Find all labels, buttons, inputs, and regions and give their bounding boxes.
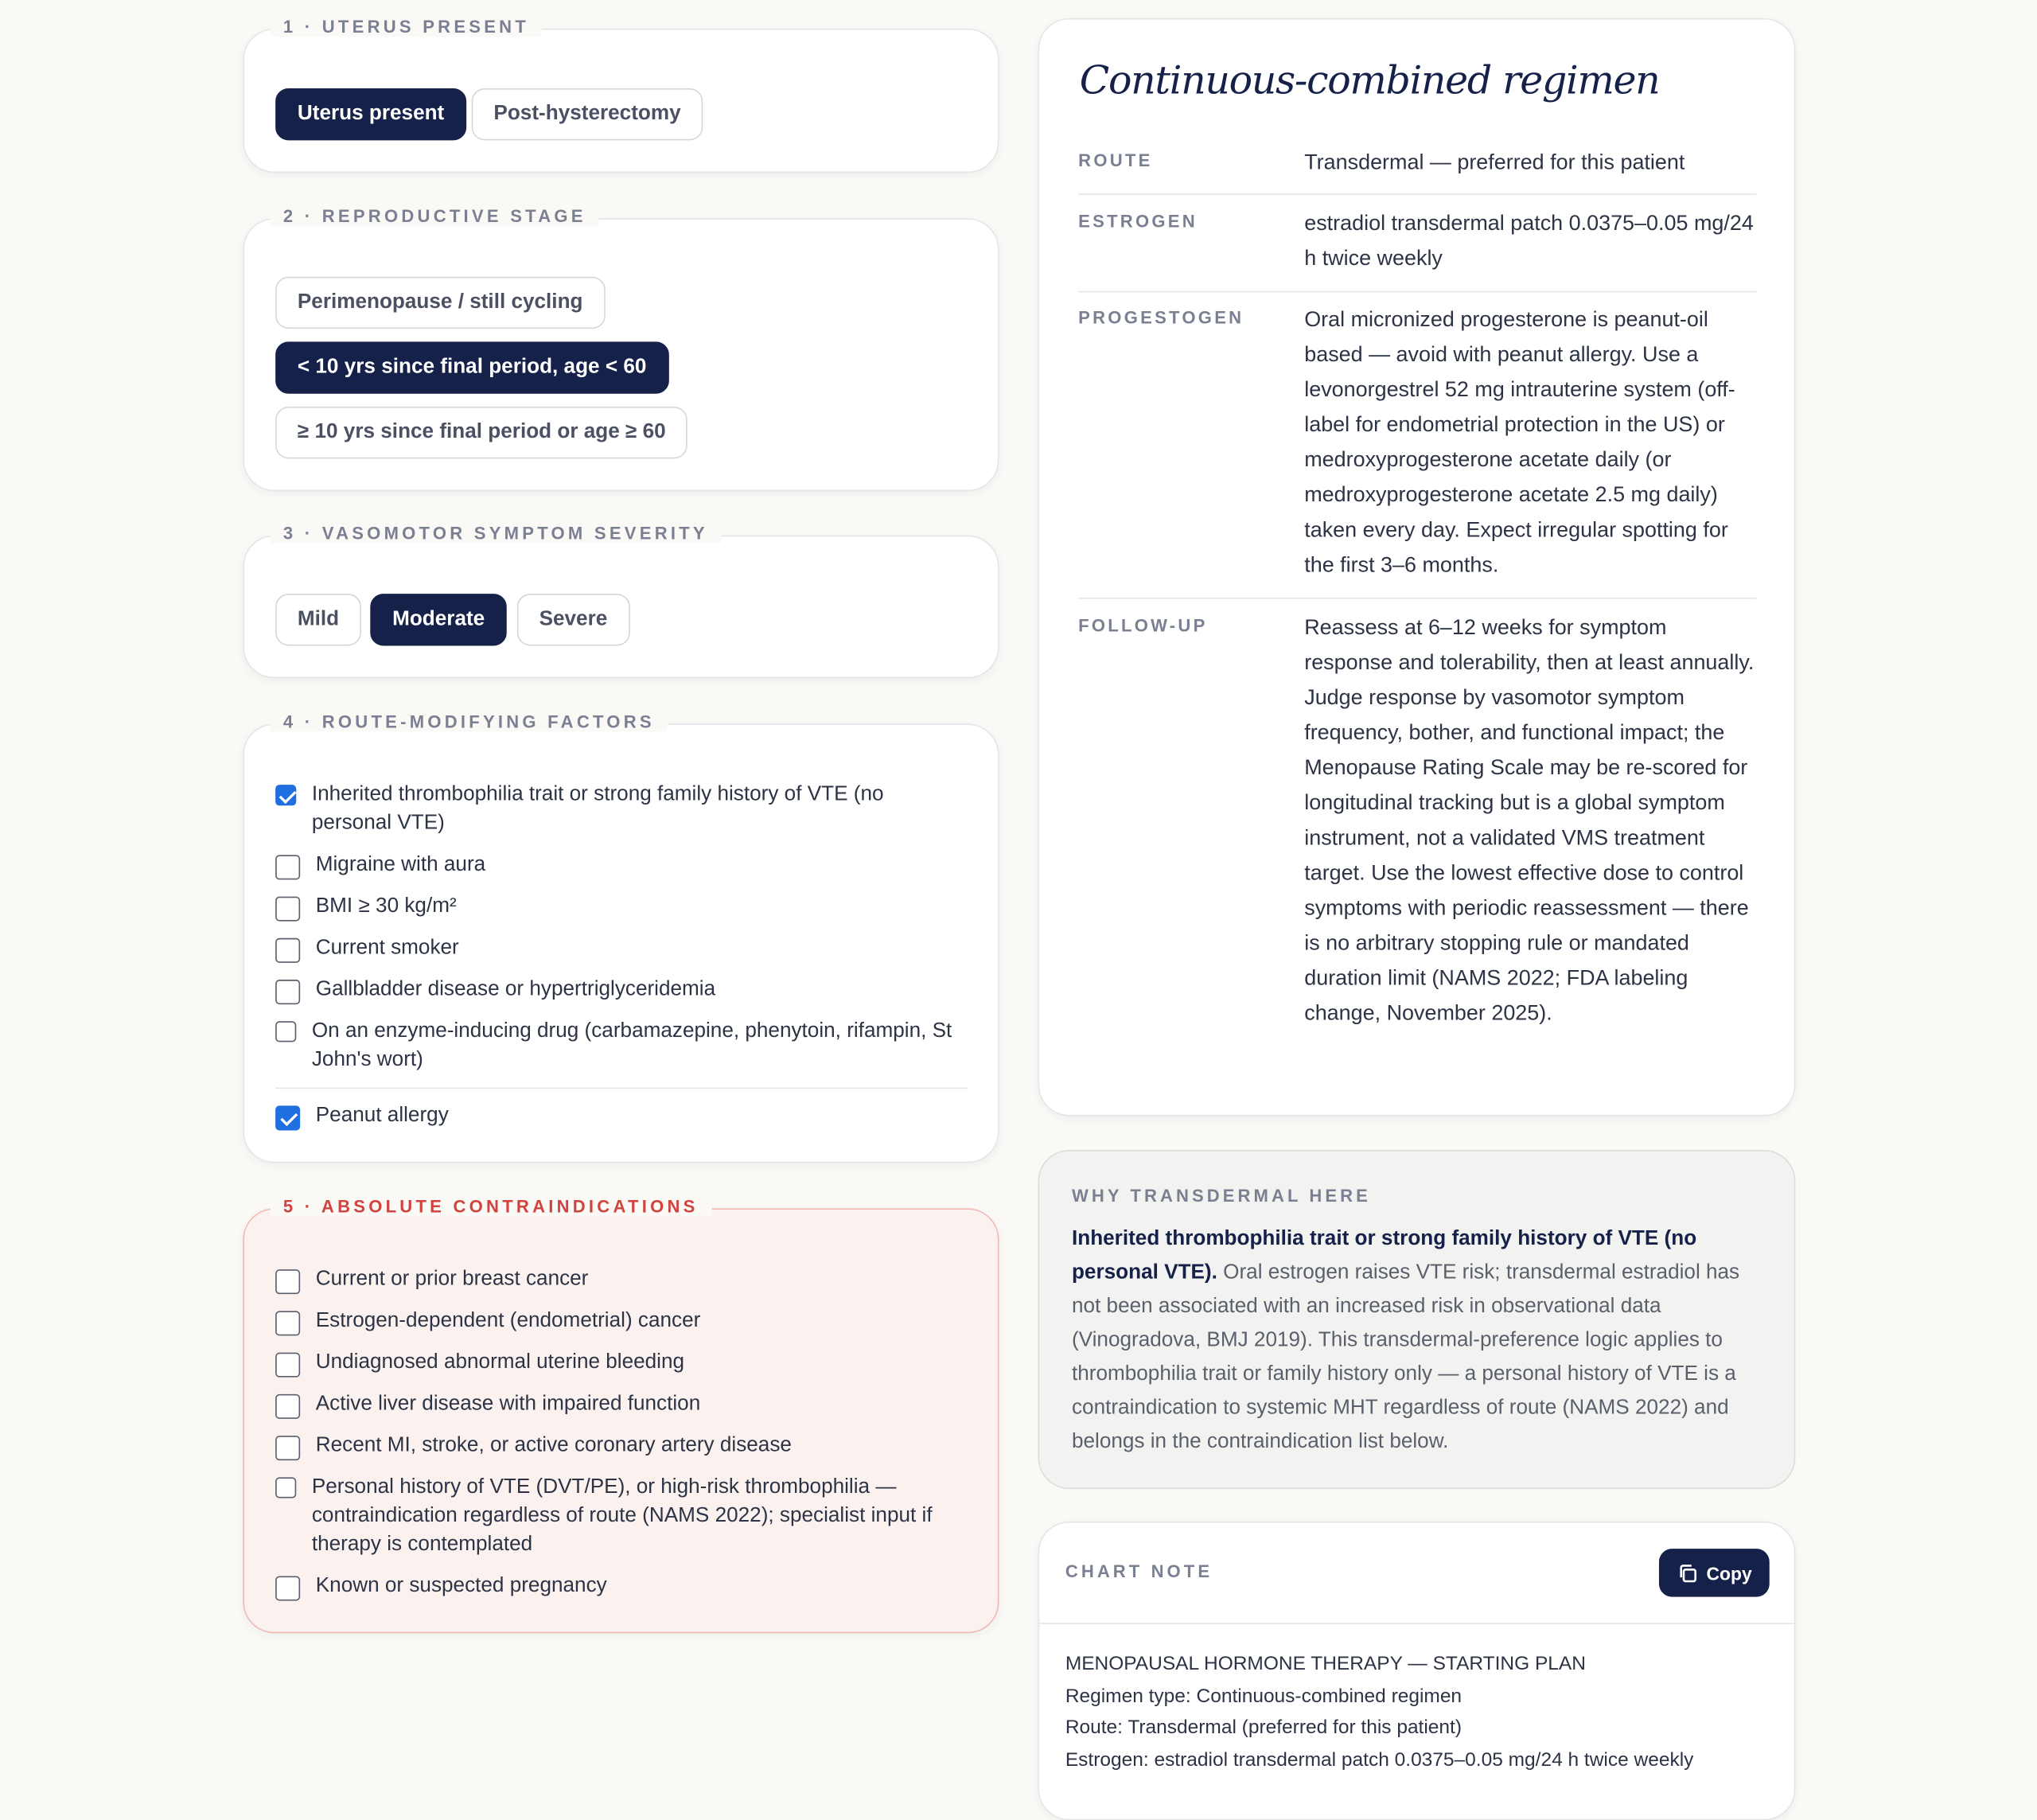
divider: [275, 1088, 968, 1089]
checkbox[interactable]: [275, 1105, 300, 1130]
factor-label: On an enzyme-inducing drug (carbamazepine, phenytoin, rifampin, St John's wort): [311, 1019, 952, 1071]
ci-label: Personal history of VTE (DVT/PE), or high-risk thrombophilia — contraindication regardless of route (NAMS 2022); specialist input if therapy is contemplated: [311, 1475, 933, 1556]
copy-label: Copy: [1706, 1562, 1752, 1584]
row-divider: [1078, 598, 1756, 599]
ci-label: Active liver disease with impaired function: [315, 1393, 701, 1416]
why-heading: WHY TRANSDERMAL HERE: [1071, 1186, 1371, 1206]
checkbox[interactable]: [275, 1394, 300, 1419]
route-value: Transdermal — preferred for this patient: [1304, 150, 1685, 174]
factor-peanut-allergy[interactable]: [275, 1102, 449, 1131]
regimen-card: [1038, 18, 1796, 1117]
why-text: Oral estrogen raises VTE risk; transdermal estradiol has not been associated with an increased risk in observational data (Vinogradova, BMJ 2019). This transdermal-preference logic applies to thrombophilia trait or family history only — a personal history of VTE is a contraindication to systemic MHT regardless of route (NAMS 2022) and belongs in the contraindication list below.: [1071, 1261, 1740, 1453]
progestogen-label: PROGESTOGEN: [1078, 307, 1244, 328]
note-line: MENOPAUSAL HORMONE THERAPY — STARTING PLAN: [1065, 1652, 1586, 1675]
factor-label: Migraine with aura: [315, 853, 486, 876]
option-uterus-present[interactable]: Uterus present: [275, 88, 466, 140]
checkbox[interactable]: [275, 1269, 300, 1294]
checkbox[interactable]: [275, 897, 300, 922]
chart-note-card: [1038, 1522, 1796, 1820]
option-perimenopause[interactable]: Perimenopause / still cycling: [275, 277, 605, 329]
checkbox[interactable]: [275, 1477, 296, 1498]
option-post-hysterectomy[interactable]: Post-hysterectomy: [472, 88, 703, 140]
ci-label: Known or suspected pregnancy: [315, 1574, 607, 1597]
regimen-title: Continuous-combined regimen: [1079, 58, 1660, 104]
route-factors-fieldset: [243, 711, 999, 1163]
factor-gallbladder[interactable]: [275, 976, 715, 1004]
checkbox[interactable]: [275, 1021, 296, 1042]
factor-label: Gallbladder disease or hypertriglyceridemia: [315, 978, 716, 1001]
ci-pregnancy[interactable]: [275, 1573, 607, 1601]
checkbox[interactable]: [275, 1576, 300, 1600]
stage-legend: 2 · REPRODUCTIVE STAGE: [271, 207, 599, 226]
option-under-10-years[interactable]: < 10 yrs since final period, age < 60: [275, 341, 668, 393]
why-lead: Inherited thrombophilia trait or strong family history of VTE (no personal VTE).: [1071, 1227, 1697, 1284]
ci-breast-cancer[interactable]: [275, 1265, 588, 1294]
note-line: Route: Transdermal (preferred for this patient): [1065, 1717, 1463, 1739]
ci-label: Undiagnosed abnormal uterine bleeding: [315, 1351, 685, 1374]
progestogen-value: Oral micronized progesterone is peanut-oil based — avoid with peanut allergy. Use a levonorgestrel 52 mg intrauterine system (off-label for endometrial protection in the US) or medroxyprogesterone acetate daily (or medroxyprogesterone acetate 2.5 mg daily) taken every day. Expect irregular spotting for the first 3–6 months.: [1304, 307, 1735, 577]
why-body: [1072, 1222, 1766, 1459]
follow-up-label: FOLLOW-UP: [1078, 615, 1208, 636]
factor-bmi[interactable]: [275, 893, 457, 922]
factor-label: BMI ≥ 30 kg/m²: [315, 894, 457, 918]
severity-legend: 3 · VASOMOTOR SYMPTOM SEVERITY: [271, 524, 722, 543]
row-divider: [1078, 291, 1756, 293]
ci-label: Recent MI, stroke, or active coronary artery disease: [315, 1434, 792, 1457]
option-over-10-years[interactable]: ≥ 10 yrs since final period or age ≥ 60: [275, 407, 687, 458]
chart-note-body: [1065, 1649, 1780, 1777]
checkbox[interactable]: [275, 980, 300, 1004]
uterus-legend: 1 · UTERUS PRESENT: [271, 17, 543, 36]
factor-migraine-aura[interactable]: [275, 851, 485, 879]
factor-smoker[interactable]: [275, 934, 459, 963]
copy-button[interactable]: [1659, 1549, 1770, 1596]
ci-label: Estrogen-dependent (endometrial) cancer: [315, 1309, 701, 1332]
contraindications-fieldset: [243, 1196, 999, 1633]
factor-label: Inherited thrombophilia trait or strong family history of VTE (no personal VTE): [311, 783, 884, 835]
ci-personal-vte[interactable]: [275, 1473, 974, 1559]
checkbox[interactable]: [275, 938, 300, 963]
option-severe[interactable]: Severe: [517, 594, 629, 645]
chart-note-divider: [1039, 1623, 1794, 1624]
factor-enzyme-inducer[interactable]: [275, 1017, 961, 1074]
note-line: Regimen type: Continuous-combined regimen: [1065, 1684, 1463, 1707]
route-label: ROUTE: [1078, 150, 1153, 170]
follow-up-value: Reassess at 6–12 weeks for symptom response and tolerability, then at least annually. Judge response by vasomotor symptom frequency, bother, and functional impact; the Menopause Rating Scale may be re-scored for longitudinal tracking but is a global symptom instrument, not a validated VMS treatment target. Use the lowest effective dose to control symptoms with periodic reassessment — there is no arbitrary stopping rule or mandated duration limit (NAMS 2022; FDA labeling change, November 2025).: [1304, 615, 1755, 1026]
option-mild[interactable]: Mild: [275, 594, 361, 645]
ci-abnormal-bleeding[interactable]: [275, 1349, 684, 1378]
checkbox[interactable]: [275, 855, 300, 879]
ci-cardiovascular[interactable]: [275, 1432, 792, 1460]
estrogen-label: ESTROGEN: [1078, 212, 1198, 232]
note-line: Estrogen: estradiol transdermal patch 0.0375–0.05 mg/24 h twice weekly: [1065, 1748, 1694, 1771]
uterus-fieldset: [243, 17, 999, 173]
chart-note-heading: CHART NOTE: [1065, 1561, 1213, 1581]
checkbox[interactable]: [275, 1353, 300, 1378]
ci-liver-disease[interactable]: [275, 1390, 700, 1419]
route-factors-legend: 4 · ROUTE-MODIFYING FACTORS: [271, 712, 668, 731]
factor-label: Current smoker: [315, 937, 459, 959]
factor-label: Peanut allergy: [315, 1104, 449, 1127]
estrogen-value: estradiol transdermal patch 0.0375–0.05 mg/24 h twice weekly: [1304, 212, 1754, 271]
contraindications-legend: 5 · ABSOLUTE CONTRAINDICATIONS: [271, 1197, 711, 1216]
copy-icon: [1677, 1562, 1697, 1583]
factor-thrombophilia[interactable]: [275, 781, 961, 838]
why-transdermal-panel: [1038, 1150, 1796, 1489]
checkbox[interactable]: [275, 785, 296, 805]
ci-label: Current or prior breast cancer: [315, 1268, 589, 1291]
stage-fieldset: [243, 206, 999, 491]
checkbox[interactable]: [275, 1311, 300, 1335]
severity-fieldset: [243, 523, 999, 679]
option-moderate[interactable]: Moderate: [370, 594, 507, 645]
row-divider: [1078, 193, 1756, 195]
ci-endometrial-cancer[interactable]: [275, 1307, 700, 1335]
checkbox[interactable]: [275, 1436, 300, 1460]
